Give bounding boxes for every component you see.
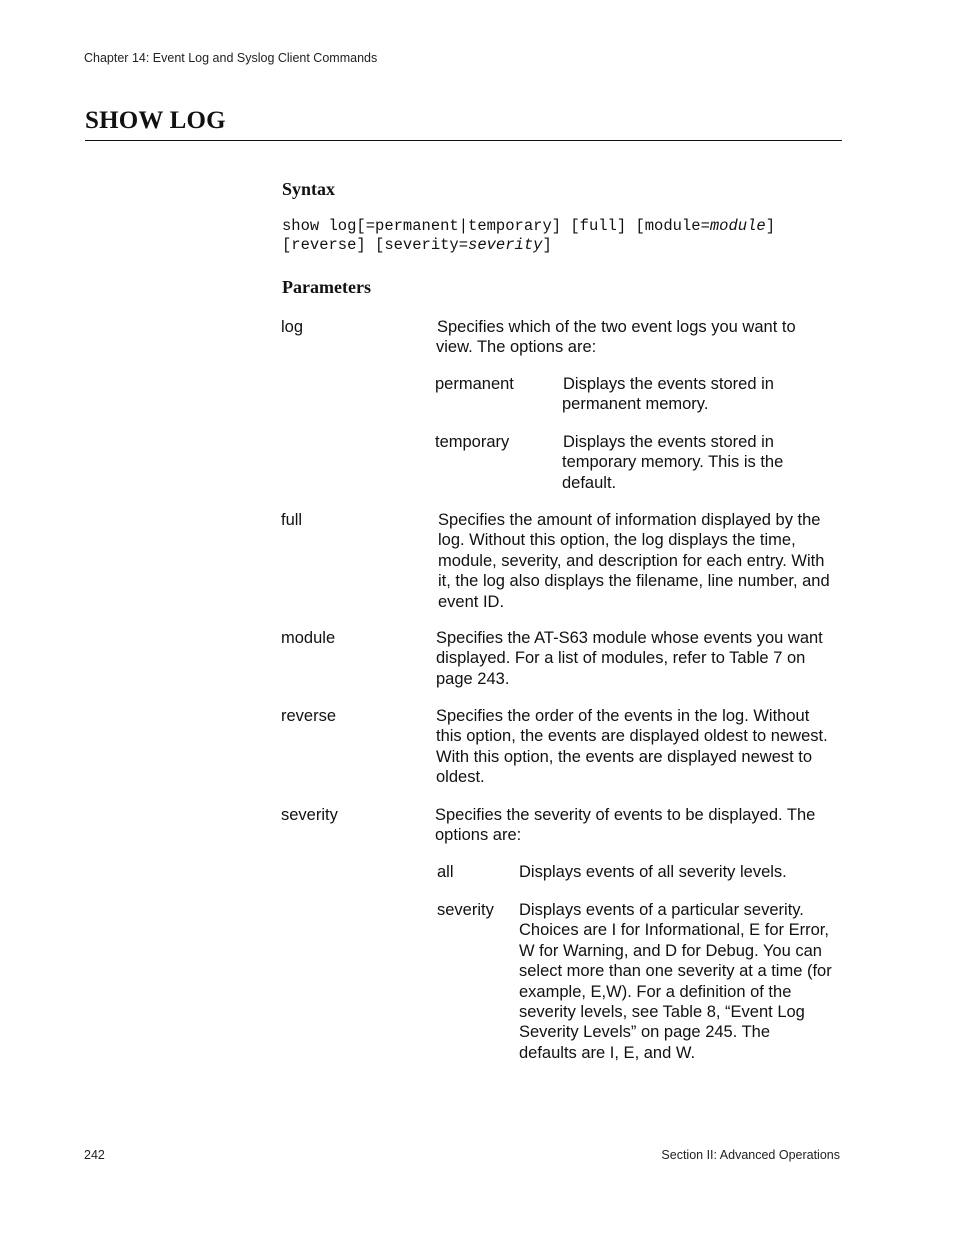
desc-line: Specifies the order of the events in the log. Without [436, 707, 810, 725]
desc-line: select more than one severity at a time (for [519, 962, 832, 981]
syntax-line-1-end: ] [765, 217, 775, 235]
desc-line: Severity Levels” on page 245. The [519, 1023, 771, 1042]
desc-line: example, E,W). For a definition of the [519, 982, 792, 1001]
desc-line: Displays the events stored in [563, 433, 774, 451]
param-desc-reverse [436, 706, 828, 788]
syntax-severity-var: severity [468, 236, 543, 254]
desc-line: page 243. [436, 669, 510, 688]
desc-line: Specifies the severity of events to be displayed. The [435, 806, 816, 824]
desc-line: temporary memory. This is the [562, 453, 784, 472]
option-term-severity: severity [437, 901, 494, 919]
syntax-line-1 [282, 217, 775, 236]
param-term-reverse: reverse [281, 707, 337, 725]
desc-line: it, the log also displays the filename, line number, and [438, 572, 830, 591]
param-term-log: log [281, 318, 304, 336]
option-desc-all [519, 862, 787, 882]
desc-line: view. The options are: [436, 338, 597, 357]
desc-line: Choices are I for Informational, E for Error, [519, 921, 829, 940]
desc-line: Displays events of all severity levels. [519, 863, 787, 881]
param-term-full: full [281, 511, 303, 529]
desc-line: Specifies which of the two event logs you want to [437, 318, 796, 336]
desc-line: log. Without this option, the log displays the time, [438, 531, 796, 550]
syntax-line-1-text: show log[=permanent|temporary] [full] [module= [282, 217, 710, 235]
desc-line: options are: [435, 826, 522, 845]
syntax-line-2 [282, 236, 552, 255]
desc-line: module, severity, and description for each entry. With [438, 551, 825, 570]
option-term-all: all [437, 863, 454, 881]
option-term-temporary: temporary [435, 433, 510, 451]
param-desc-log [437, 317, 796, 358]
desc-line: displayed. For a list of modules, refer to Table 7 on [436, 649, 806, 668]
desc-line: event ID. [438, 592, 505, 611]
desc-line: oldest. [436, 768, 485, 787]
desc-line: this option, the events are displayed oldest to newest. [436, 727, 828, 746]
desc-line: permanent memory. [562, 395, 709, 414]
param-term-severity: severity [281, 806, 338, 824]
param-desc-module [436, 628, 823, 689]
option-desc-permanent [563, 374, 774, 415]
parameters-heading: Parameters [282, 277, 371, 297]
desc-line: Specifies the AT-S63 module whose events you want [436, 629, 823, 647]
param-desc-severity [435, 805, 815, 846]
syntax-line-2-text: [reverse] [severity= [282, 236, 469, 254]
running-header: Chapter 14: Event Log and Syslog Client Commands [84, 51, 378, 65]
syntax-module-var: module [709, 217, 766, 235]
desc-line: With this option, the events are displayed newest to [436, 747, 813, 766]
desc-line: Displays the events stored in [563, 375, 774, 393]
param-desc-full [438, 510, 830, 612]
desc-line: Specifies the amount of information displayed by the [438, 511, 821, 529]
page-number: 242 [84, 1148, 105, 1162]
option-desc-temporary [563, 432, 783, 493]
option-term-permanent: permanent [435, 375, 514, 393]
syntax-line-2-end: ] [542, 236, 552, 254]
param-term-module: module [281, 629, 336, 647]
title-rule [85, 140, 842, 141]
page-title: SHOW LOG [85, 107, 226, 134]
syntax-heading: Syntax [282, 179, 336, 199]
option-desc-severity [519, 900, 832, 1063]
desc-line: default. [562, 473, 617, 492]
footer-section: Section II: Advanced Operations [661, 1148, 840, 1162]
desc-line: W for Warning, and D for Debug. You can [519, 941, 822, 960]
desc-line: severity levels, see Table 8, “Event Log [519, 1003, 805, 1022]
desc-line: Displays events of a particular severity. [519, 901, 804, 919]
desc-line: defaults are I, E, and W. [519, 1043, 696, 1062]
